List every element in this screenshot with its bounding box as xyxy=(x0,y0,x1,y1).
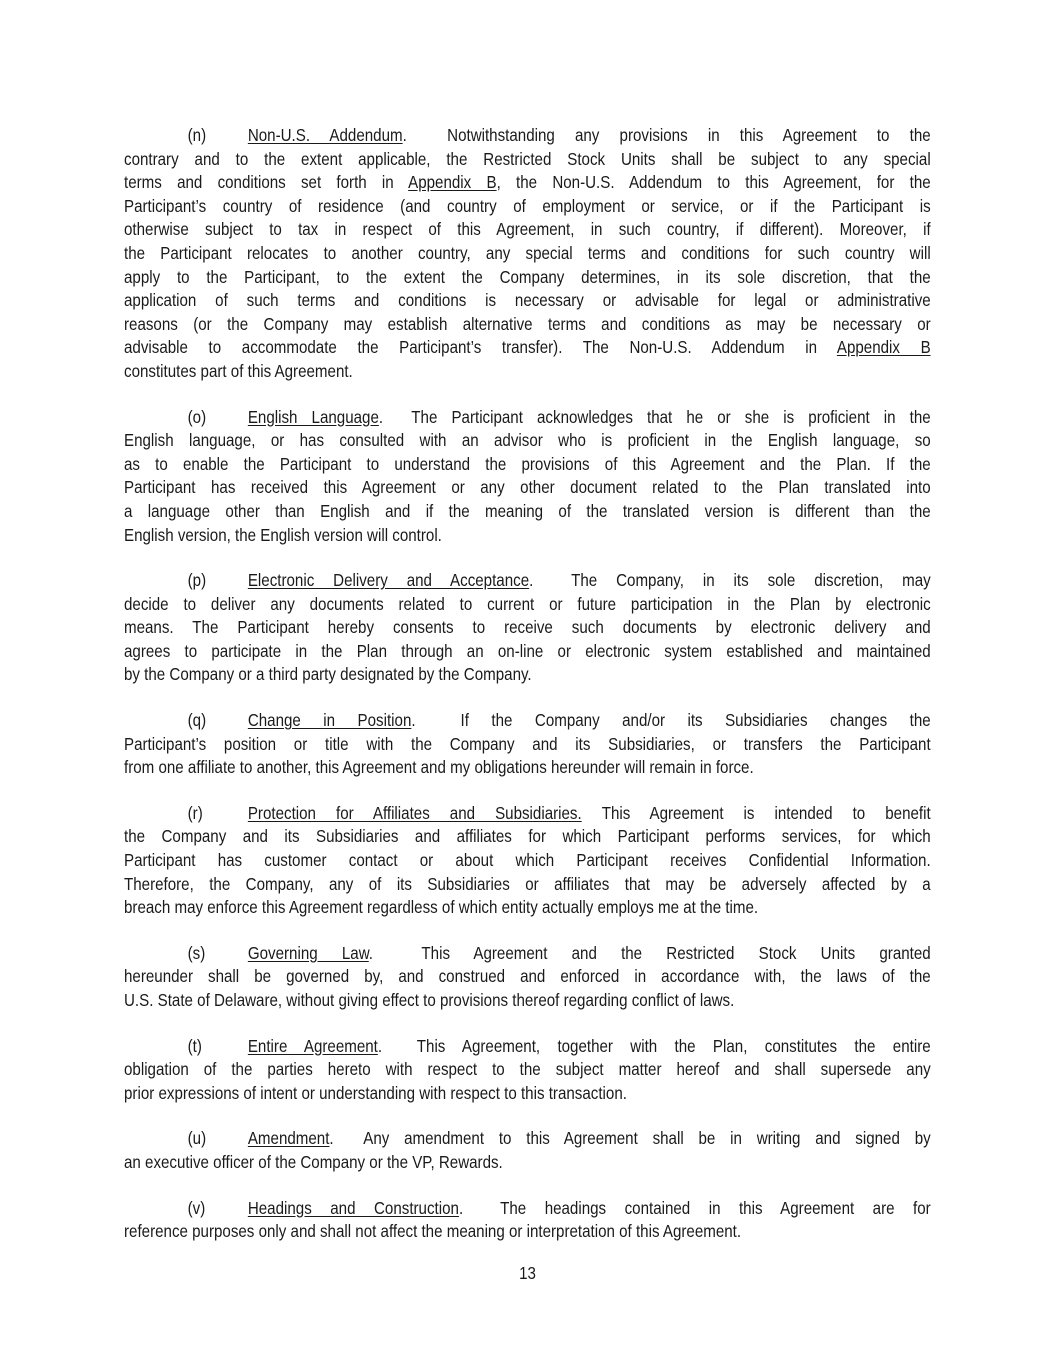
section-heading: English Language xyxy=(247,406,379,427)
section-label: (s) xyxy=(187,942,206,963)
text-line xyxy=(124,313,931,337)
body-text: a language other than English and if the meaning of the translated version is different than the xyxy=(124,500,931,521)
section-heading: Change in Position xyxy=(247,710,412,731)
body-text: by the Company or a third party designated by the Company. xyxy=(124,664,532,685)
section-label: (o) xyxy=(187,406,207,427)
heading-separator: . xyxy=(368,942,422,963)
body-text: contrary and to the extent applicable, the Restricted Stock Units shall be subject to any special xyxy=(124,148,931,169)
body-text: hereunder shall be governed by, and construed and enforced in accordance with, the laws of the xyxy=(124,966,931,987)
body-text: The Company, in its sole discretion, may xyxy=(571,570,931,591)
heading-separator: . xyxy=(377,1035,417,1056)
section-s xyxy=(124,942,931,1013)
section-q xyxy=(124,709,931,780)
text-line xyxy=(124,1035,931,1059)
text-line xyxy=(124,1127,931,1151)
section-label: (q) xyxy=(187,710,207,731)
text-line xyxy=(124,640,931,664)
body-text: Participant has customer contact or about which Participant receives Confidential Information. xyxy=(124,850,931,871)
body-text: This Agreement, together with the Plan, constitutes the entire xyxy=(416,1035,931,1056)
body-text: Participant has received this Agreement or any other document related to the Plan translated into xyxy=(124,477,931,498)
section-heading: Entire Agreement xyxy=(247,1035,378,1056)
body-text: reference purposes only and shall not affect the meaning or interpretation of this Agreement. xyxy=(124,1221,742,1242)
body-text: means. The Participant hereby consents to receive such documents by electronic delivery and xyxy=(124,617,931,638)
text-line xyxy=(124,663,931,687)
body-text: English version, the English version will control. xyxy=(124,524,442,545)
section-heading: Governing Law xyxy=(247,942,369,963)
body-text: constitutes part of this Agreement. xyxy=(124,360,353,381)
text-line xyxy=(124,242,931,266)
section-heading: Electronic Delivery and Acceptance xyxy=(247,570,530,591)
body-text: Notwithstanding any provisions in this Agreement to the xyxy=(447,125,931,145)
body-text: The Participant acknowledges that he or she is proficient in the xyxy=(411,406,931,427)
text-line xyxy=(124,1082,931,1106)
heading-separator xyxy=(582,803,602,823)
section-o xyxy=(124,406,931,548)
body-text: reasons (or the Company may establish alternative terms and conditions as may be necessary or xyxy=(124,313,931,334)
text-line xyxy=(124,171,931,195)
text-line xyxy=(124,709,931,733)
body-text: English language, or has consulted with an advisor who is proficient in the English language, so xyxy=(124,430,931,451)
body-text: Participant’s position or title with the Company and its Subsidiaries, or transfers the Participant xyxy=(124,733,931,754)
page-number: 13 xyxy=(519,1263,536,1283)
text-line xyxy=(124,1151,931,1175)
appendix-link[interactable]: Appendix B xyxy=(836,337,931,358)
section-label: (t) xyxy=(187,1035,202,1056)
body-text: application of such terms and conditions is necessary or advisable for legal or administrative xyxy=(124,290,931,311)
body-text: obligation of the parties hereto with respect to the subject matter hereof and shall supersede any xyxy=(124,1059,931,1080)
body-text: The headings contained in this Agreement are for xyxy=(500,1197,931,1218)
text-line xyxy=(124,756,931,780)
text-line xyxy=(124,873,931,897)
text-line xyxy=(124,476,931,500)
body-text: , the Non-U.S. Addendum to this Agreement, for the xyxy=(496,172,931,193)
section-heading: Headings and Construction xyxy=(247,1197,459,1218)
section-t xyxy=(124,1035,931,1106)
body-text: Any amendment to this Agreement shall be in writing and signed by xyxy=(363,1128,931,1149)
body-text: If the Company and/or its Subsidiaries changes the xyxy=(460,710,931,731)
section-heading: Non-U.S. Addendum xyxy=(247,125,403,145)
section-p xyxy=(124,569,931,687)
body-text: the Participant relocates to another country, any special terms and conditions for such country will xyxy=(124,242,931,263)
appendix-link[interactable]: Appendix B xyxy=(408,172,497,193)
section-label: (p) xyxy=(187,570,207,591)
section-label: (u) xyxy=(187,1128,207,1149)
text-line xyxy=(124,453,931,477)
body-text: apply to the Participant, to the extent the Company determines, in its sole discretion, that the xyxy=(124,266,931,287)
text-line xyxy=(124,360,931,384)
heading-separator: . xyxy=(329,1128,364,1149)
body-text: the Company and its Subsidiaries and affiliates for which Participant performs services, for which xyxy=(124,826,931,847)
section-heading: Amendment xyxy=(247,1128,330,1149)
text-line xyxy=(124,896,931,920)
body-text: terms and conditions set forth in xyxy=(124,172,409,193)
heading-separator: . xyxy=(411,710,461,731)
text-line xyxy=(124,266,931,290)
body-text: U.S. State of Delaware, without giving effect to provisions thereof regarding conflict of laws. xyxy=(124,990,735,1010)
text-line xyxy=(124,1197,931,1221)
section-r xyxy=(124,802,931,920)
body-text: as to enable the Participant to understand the provisions of this Agreement and the Plan. If the xyxy=(124,453,931,474)
body-text: prior expressions of intent or understanding with respect to this transaction. xyxy=(124,1082,627,1103)
section-label: (n) xyxy=(187,125,207,145)
text-line xyxy=(124,336,931,360)
text-line xyxy=(124,569,931,593)
text-line xyxy=(124,616,931,640)
text-line xyxy=(124,825,931,849)
body-text: Participant’s country of residence (and country of employment or service, or if the Participant is xyxy=(124,195,931,216)
text-line xyxy=(124,1220,931,1244)
section-v xyxy=(124,1197,931,1244)
text-line xyxy=(124,733,931,757)
text-line xyxy=(124,942,931,966)
body-text: decide to deliver any documents related to current or future participation in the Plan by electronic xyxy=(124,593,931,614)
document-page xyxy=(124,124,931,1266)
body-text: breach may enforce this Agreement regardless of which entity actually employs me at the time. xyxy=(124,897,759,918)
text-line xyxy=(124,802,931,826)
heading-separator: . xyxy=(378,406,412,427)
section-u xyxy=(124,1127,931,1174)
section-label: (v) xyxy=(187,1197,206,1218)
heading-separator: . xyxy=(529,570,572,591)
body-text: advisable to accommodate the Participant’s transfer). The Non-U.S. Addendum in xyxy=(124,337,837,358)
text-line xyxy=(124,965,931,989)
text-line xyxy=(124,989,931,1013)
text-line xyxy=(124,195,931,219)
section-heading: Protection for Affiliates and Subsidiaries. xyxy=(247,802,582,823)
body-text: from one affiliate to another, this Agreement and my obligations hereunder will remain in force. xyxy=(124,757,754,778)
text-line xyxy=(124,1058,931,1082)
text-line xyxy=(124,289,931,313)
text-line xyxy=(124,429,931,453)
body-text: This Agreement is intended to benefit xyxy=(601,802,931,823)
text-line xyxy=(124,124,931,148)
body-text: agrees to participate in the Plan through an on-line or electronic system established and maintained xyxy=(124,640,931,661)
document-body xyxy=(124,124,931,1244)
body-text: an executive officer of the Company or the VP, Rewards. xyxy=(124,1151,503,1172)
heading-separator: . xyxy=(458,1197,501,1218)
text-line xyxy=(124,406,931,430)
section-label: (r) xyxy=(187,802,203,823)
body-text: otherwise subject to tax in respect of this Agreement, in such country, if different). Moreover, if xyxy=(124,219,931,240)
body-text: Therefore, the Company, any of its Subsidiaries or affiliates that may be adversely affected by a xyxy=(124,873,931,894)
text-line xyxy=(124,849,931,873)
text-line xyxy=(124,524,931,548)
section-n xyxy=(124,124,931,384)
body-text: This Agreement and the Restricted Stock Units granted xyxy=(421,942,931,963)
text-line xyxy=(124,218,931,242)
text-line xyxy=(124,593,931,617)
text-line xyxy=(124,500,931,524)
heading-separator: . xyxy=(402,125,448,145)
text-line xyxy=(124,148,931,172)
